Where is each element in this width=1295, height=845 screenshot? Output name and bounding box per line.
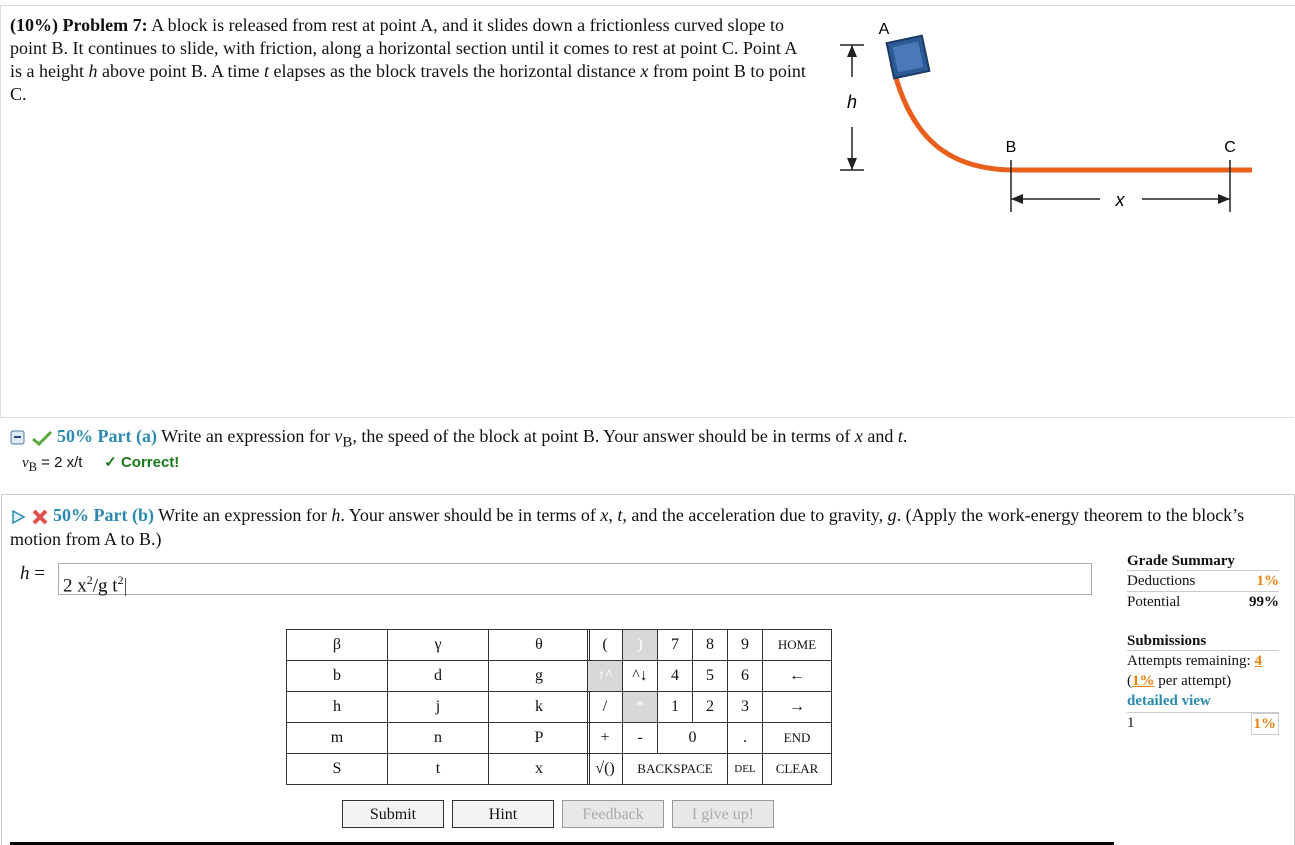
problem-text-4: from point B to point C. [10,61,806,104]
key-m[interactable]: m [287,723,388,754]
key-sqrt[interactable]: √() [588,754,623,785]
key-decimal[interactable]: . [728,723,763,754]
attempts-value: 4 [1254,653,1262,669]
part-a-answer [22,453,179,475]
correct-check-icon [31,429,53,447]
part-b-heading [10,503,1290,551]
submission-deduction: 1% [1251,713,1280,735]
per-attempt-open: ( [1127,673,1132,689]
part-b-var-t: t [617,505,623,525]
answer-label-h: h [20,563,30,584]
expand-icon[interactable] [10,509,26,525]
key-n[interactable]: n [388,723,489,754]
answer-input-sup-2: 2 [117,573,124,587]
part-a-heading [10,426,907,452]
part-b-panel [1,494,1295,845]
potential-row [1127,591,1279,612]
key-theta[interactable]: θ [489,630,590,661]
var-t: t [264,61,270,81]
height-arrow-down [847,158,857,170]
part-b-question-3: , and the acceleration due to gravity, [622,505,888,525]
block-icon [887,36,930,79]
label-c: C [1224,139,1236,156]
key-g[interactable]: g [489,661,590,692]
key-superscript-down[interactable]: ^↓ [623,661,658,692]
key-d[interactable]: d [388,661,489,692]
grade-summary [1127,553,1279,735]
key-minus[interactable]: - [623,723,658,754]
slope-curve [892,63,1252,170]
key-6[interactable]: 6 [728,661,763,692]
submission-row [1127,712,1279,735]
part-a-var-v: v [334,426,343,446]
key-multiply[interactable]: * [623,692,658,723]
answer-lhs-sub: B [28,460,38,474]
key-plus[interactable]: + [588,723,623,754]
submission-number: 1 [1127,715,1135,731]
part-b-percent: 50% Part (b) [53,505,154,525]
answer-input-sup-1: 2 [86,573,93,587]
key-3[interactable]: 3 [728,692,763,723]
problem-statement [10,14,810,106]
attempts-row [1127,650,1279,671]
deductions-value: 1% [1256,573,1279,589]
problem-text-2: above point B. A time [97,61,264,81]
submit-button[interactable]: Submit [342,800,444,828]
key-1[interactable]: 1 [658,692,693,723]
part-a-question-1: Write an expression for [161,426,335,446]
key-0[interactable]: 0 [658,723,728,754]
key-del[interactable]: DEL [728,754,763,785]
grade-summary-title: Grade Summary [1127,553,1235,569]
distance-arrow-right [1218,194,1230,204]
key-beta[interactable]: β [287,630,388,661]
part-b-question-4: . (Apply the work-energy theorem to the block’s motion from A to B.) [10,505,1245,549]
hint-button[interactable]: Hint [452,800,554,828]
key-home[interactable]: HOME [763,630,832,661]
part-a-panel [0,417,1294,491]
label-a: A [878,21,890,38]
part-a-var-t: t [897,426,903,446]
incorrect-x-icon [31,508,49,526]
potential-label: Potential [1127,594,1181,610]
key-t[interactable]: t [388,754,489,785]
part-a-question-2: , the speed of the block at point B. Your answer should be in terms of [352,426,855,446]
problem-text-1: A block is released from rest at point A, and it slides down a frictionless curved slope to point B. It continues to slide, with friction, along a horizontal section until it comes to rest at point C. Point A is a height [10,15,797,81]
deductions-row [1127,570,1279,591]
height-label: h [846,92,858,112]
answer-lhs-var: v [22,455,29,471]
key-5[interactable]: 5 [693,661,728,692]
attempts-label: Attempts remaining: [1127,653,1255,669]
key-end[interactable]: END [763,723,832,754]
part-b-question-2: . Your answer should be in terms of [340,505,601,525]
part-b-sep: , [608,505,618,525]
part-a-var-x: x [854,426,863,446]
key-h[interactable]: h [287,692,388,723]
distance-arrow-left [1011,194,1023,204]
text-caret [125,578,126,596]
label-b: B [1005,139,1017,156]
key-4[interactable]: 4 [658,661,693,692]
submissions-title: Submissions [1127,633,1207,649]
give-up-button[interactable]: I give up! [672,800,774,828]
part-a-sub-b: B [342,434,353,451]
part-b-var-h: h [331,505,341,525]
key-open-paren[interactable]: ( [588,630,623,661]
problem-weight: (10%) [10,15,58,35]
correct-label: ✓ Correct! [104,454,180,471]
problem-text-3: elapses as the block travels the horizontal distance [269,61,641,81]
answer-input-part-a: 2 x [63,575,87,597]
part-b-question-1: Write an expression for [158,505,332,525]
answer-input[interactable] [58,563,1092,595]
key-8[interactable]: 8 [693,630,728,661]
part-a-percent: 50% Part (a) [57,426,157,446]
key-p[interactable]: P [489,723,590,754]
potential-value: 99% [1249,594,1279,610]
problem-title: Problem 7: [62,15,148,35]
height-arrow-up [847,45,857,57]
key-gamma[interactable]: γ [388,630,489,661]
answer-value: = 2 x/t [37,454,83,471]
deductions-label: Deductions [1127,573,1196,589]
key-x[interactable]: x [489,754,590,785]
key-2[interactable]: 2 [693,692,728,723]
collapse-icon[interactable] [10,430,26,446]
feedback-button[interactable]: Feedback [562,800,664,828]
key-right-arrow[interactable]: → [763,692,832,723]
key-b[interactable]: b [287,661,388,692]
per-attempt-rest: per attempt) [1154,673,1232,689]
detailed-view-link[interactable]: detailed view [1127,693,1211,709]
variable-keypad [286,629,590,785]
key-clear[interactable]: CLEAR [763,754,832,785]
key-divide[interactable]: / [588,692,623,723]
part-a-end: . [902,426,908,446]
key-superscript-up[interactable]: ↑^ [588,661,623,692]
key-close-paren[interactable]: ) [623,630,658,661]
per-attempt-pct: 1% [1132,673,1155,689]
per-attempt-row [1127,671,1279,691]
part-a-and: and [862,426,898,446]
var-x: x [640,61,649,81]
problem-figure [830,15,1270,220]
calculator-keypad [587,629,832,785]
answer-input-part-b: /g t [92,575,118,597]
key-7[interactable]: 7 [658,630,693,661]
key-j[interactable]: j [388,692,489,723]
part-b-var-g: g [887,505,897,525]
key-9[interactable]: 9 [728,630,763,661]
key-k[interactable]: k [489,692,590,723]
key-s[interactable]: S [287,754,388,785]
key-backspace[interactable]: BACKSPACE [623,754,728,785]
var-h: h [88,61,98,81]
answer-label [20,563,45,585]
distance-label: x [1115,190,1125,210]
key-left-arrow[interactable]: ← [763,661,832,692]
part-b-var-x: x [600,505,609,525]
answer-label-eq: = [29,563,45,584]
